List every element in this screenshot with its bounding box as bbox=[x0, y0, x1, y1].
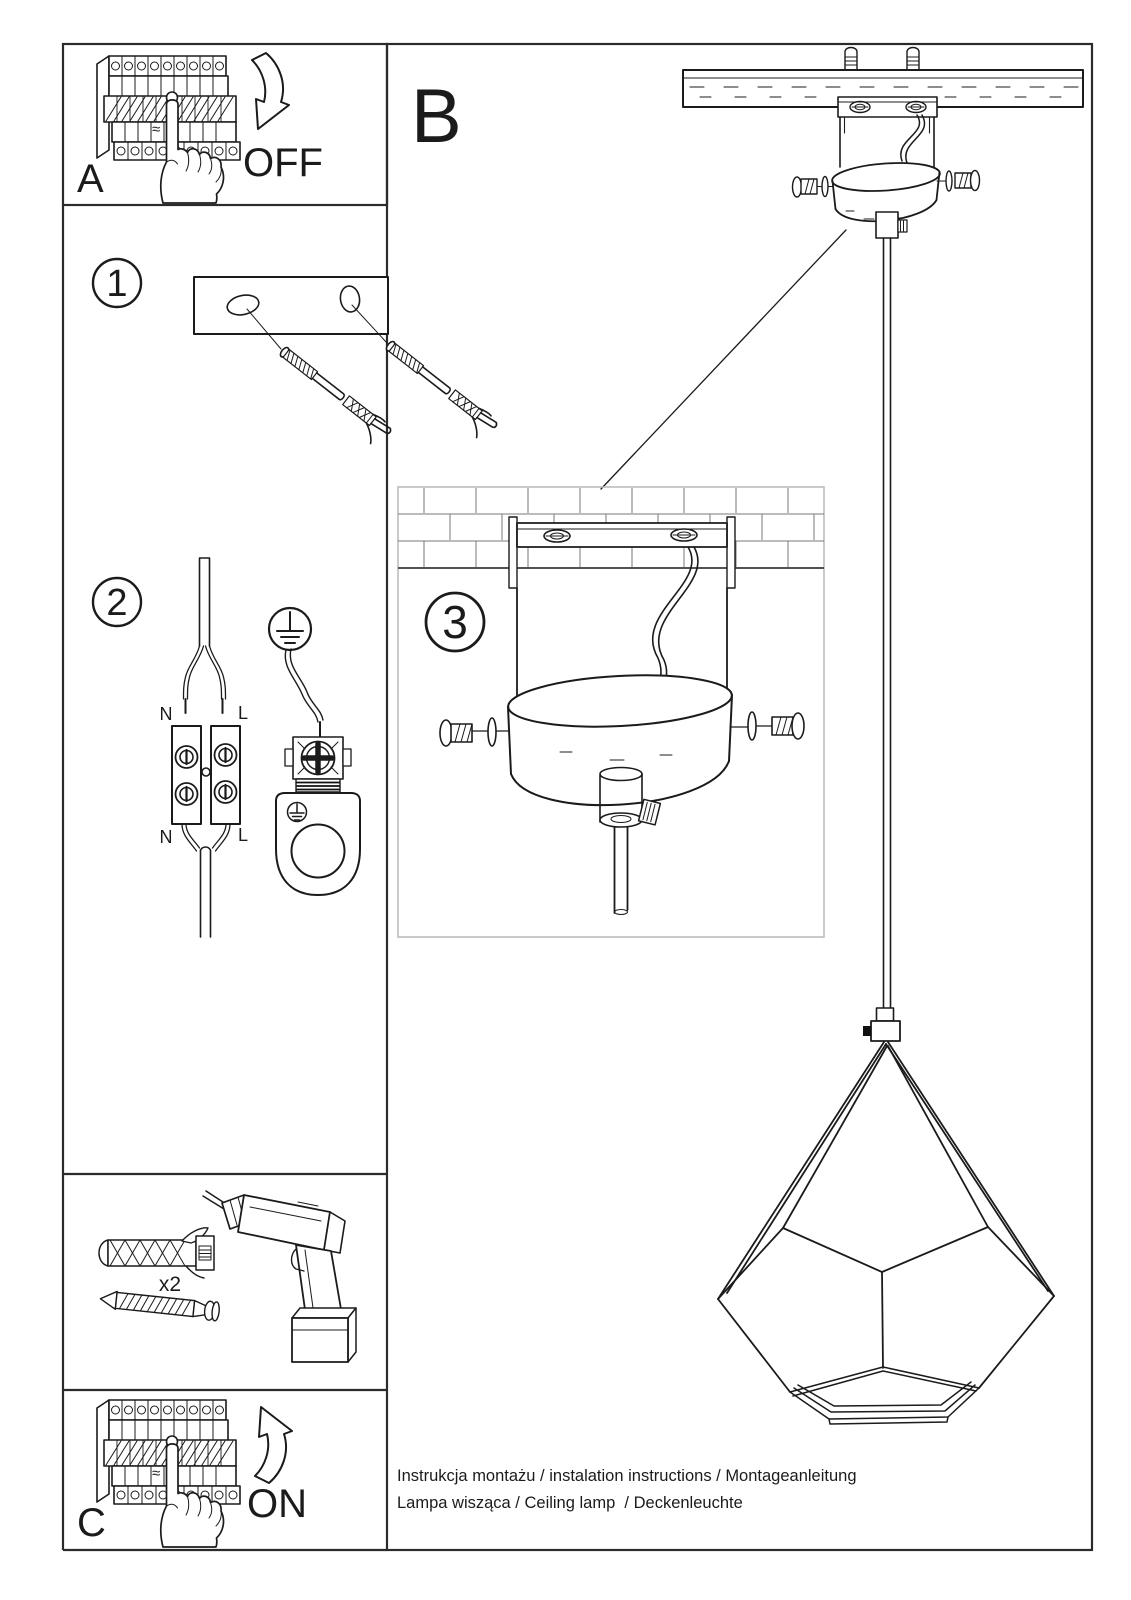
panel-b-frame bbox=[387, 44, 1092, 1550]
panel-b-label: B bbox=[411, 74, 462, 159]
screw-anchor-icon bbox=[271, 345, 394, 449]
mounting-bracket-inset bbox=[509, 517, 735, 701]
connector-setscrew bbox=[863, 1026, 871, 1036]
ground-symbol-icon bbox=[269, 608, 311, 650]
step-2 bbox=[93, 558, 360, 937]
step-2-number: 2 bbox=[106, 582, 128, 624]
arrow-down-icon bbox=[252, 53, 289, 129]
pendant-shade bbox=[718, 1008, 1054, 1424]
wire-label-bottom-neutral: N bbox=[159, 827, 173, 847]
circuit-breaker-off-illustration bbox=[97, 56, 240, 203]
wire-label-top-live: L bbox=[237, 703, 249, 723]
canopy-top bbox=[793, 160, 980, 238]
ground-clamp-icon bbox=[276, 737, 360, 895]
step-1 bbox=[93, 259, 499, 449]
hanging-wire-top bbox=[901, 115, 925, 163]
shade-bottom-rim bbox=[790, 1367, 979, 1424]
canopy-side-screw-left bbox=[440, 718, 508, 746]
wire-label-bottom-live: L bbox=[237, 825, 249, 845]
rod-collar bbox=[877, 1008, 894, 1021]
suspension-rod bbox=[884, 238, 891, 1008]
screw-anchor-icon bbox=[377, 339, 500, 443]
power-cable-bottom bbox=[182, 824, 230, 937]
tools-panel bbox=[99, 1191, 356, 1362]
inset-leader-line bbox=[601, 230, 846, 489]
step-3-number: 3 bbox=[442, 596, 468, 648]
wire-label-top-neutral: N bbox=[159, 704, 173, 724]
terminal-block-icon bbox=[172, 726, 240, 824]
cord-grip-inset bbox=[600, 768, 660, 828]
shade-connector bbox=[871, 1021, 900, 1041]
step-3-inset bbox=[398, 487, 824, 937]
panel-c bbox=[77, 1400, 307, 1547]
footer-text bbox=[397, 1467, 857, 1512]
thumbscrew-top bbox=[898, 220, 907, 232]
wall-plug-icon bbox=[99, 1228, 214, 1278]
panel-c-label: C bbox=[77, 1501, 106, 1545]
canopy-side-screw-right bbox=[730, 712, 804, 740]
panel-a-action-label: OFF bbox=[243, 141, 323, 185]
panel-c-action-label: ON bbox=[247, 1482, 307, 1526]
panel-a bbox=[77, 53, 323, 203]
cord-grip-top bbox=[876, 212, 898, 238]
canopy-inset bbox=[440, 670, 804, 914]
beam-screw-icon bbox=[907, 48, 919, 71]
drill-icon bbox=[203, 1191, 356, 1362]
power-cable bbox=[184, 558, 226, 713]
step-1-number: 1 bbox=[106, 263, 128, 305]
canopy-side-screw-right bbox=[937, 171, 980, 192]
rod-inset bbox=[615, 827, 628, 913]
circuit-breaker-on-illustration bbox=[97, 1400, 240, 1547]
canopy-side-screw-left bbox=[793, 177, 834, 198]
panel-a-label: A bbox=[77, 157, 104, 201]
arrow-up-icon bbox=[255, 1407, 292, 1483]
ground-wire bbox=[285, 649, 323, 737]
anchor-quantity-label: x2 bbox=[158, 1273, 182, 1296]
beam-screw-icon bbox=[845, 48, 857, 71]
footer-line-1: Instrukcja montażu / instalation instructions / Montageanleitung bbox=[397, 1467, 857, 1485]
footer-line-2: Lampa wisząca / Ceiling lamp / Deckenleuchte bbox=[397, 1494, 743, 1512]
